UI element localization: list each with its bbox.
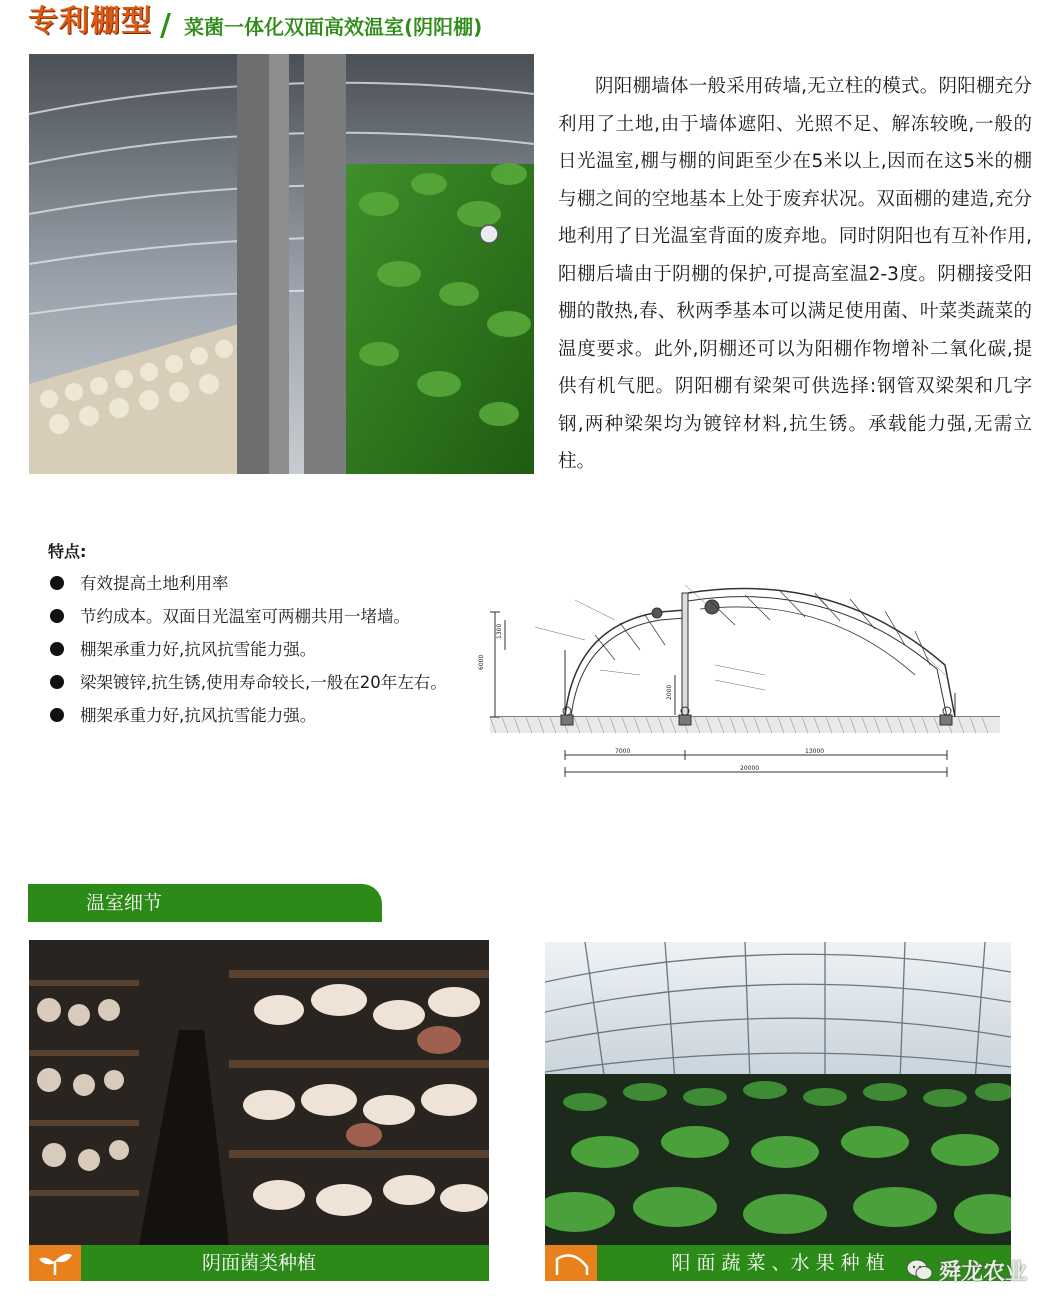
features-title: 特点: — [48, 542, 87, 561]
dim-height-label: 6000 — [478, 654, 485, 670]
page-title: 专利棚型 — [28, 4, 152, 39]
caption-right-text: 阳 面 蔬 菜 、水 果 种 植 — [671, 1252, 885, 1274]
watermark-text: 舜龙农业 — [939, 1259, 1028, 1285]
features-list — [48, 567, 478, 732]
dim-total-label: 20000 — [740, 765, 760, 772]
dim-right-label: 13000 — [805, 748, 825, 755]
greenhouse-icon — [545, 1245, 597, 1281]
photo-greenhouse-interior — [29, 54, 534, 474]
title-separator: / — [160, 8, 171, 43]
wechat-icon — [905, 1255, 935, 1285]
page-header — [28, 2, 548, 44]
bullet-icon — [50, 609, 64, 623]
list-item: 棚架承重力好,抗风抗雪能力强。 — [48, 633, 478, 666]
list-item: 梁架镀锌,抗生锈,使用寿命较长,一般在20年左右。 — [48, 666, 478, 699]
sprout-icon — [29, 1245, 81, 1281]
photo-vegetable-greenhouse — [545, 942, 1011, 1245]
caption-left-text: 阴面菌类种植 — [201, 1252, 316, 1274]
section-tab-greenhouse-details: 温室细节 — [28, 884, 382, 922]
list-item: 有效提高土地利用率 — [48, 567, 478, 600]
caption-bar-left — [29, 1245, 489, 1281]
dim-left-label: 7000 — [615, 748, 631, 755]
bullet-icon — [50, 642, 64, 656]
bullet-icon — [50, 576, 64, 590]
dim-b-label: 2000 — [666, 684, 673, 700]
page-subtitle: 菜菌一体化双面高效温室(阴阳棚) — [184, 15, 483, 39]
dim-a-label: 1300 — [496, 623, 503, 639]
list-item: 棚架承重力好,抗风抗雪能力强。 — [48, 699, 478, 732]
bullet-icon — [50, 675, 64, 689]
bullet-icon — [50, 708, 64, 722]
photo-mushroom-shelves — [29, 940, 489, 1245]
watermark — [905, 1250, 1055, 1290]
list-item: 节约成本。双面日光温室可两棚共用一堵墙。 — [48, 600, 478, 633]
greenhouse-cross-section-diagram — [475, 565, 1035, 790]
intro-paragraph: 阴阳棚墙体一般采用砖墙,无立柱的模式。阴阳棚充分利用了土地,由于墙体遮阳、光照不足、解冻较晚,一般的日光温室,棚与棚的间距至少在5米以上,因而在这5米的棚与棚之间的空地基本上处于废弃状况。双面棚的建造,充分地利用了日光温室背面的废弃地。同时阴阳也有互补作用,阳棚后墙由于阴棚的保护,可提高室温2-3度。阴棚接受阳棚的散热,春、秋两季基本可以满足使用菌、叶菜类蔬菜的温度要求。此外,阴棚还可以为阳棚作物增补二氧化碳,提供有机气肥。阴阳棚有梁架可供选择:钢管双梁架和几字钢,两种梁架均为镀锌材料,抗生锈。承载能力强,无需立柱。 — [558, 76, 1032, 472]
features-section — [48, 537, 478, 732]
